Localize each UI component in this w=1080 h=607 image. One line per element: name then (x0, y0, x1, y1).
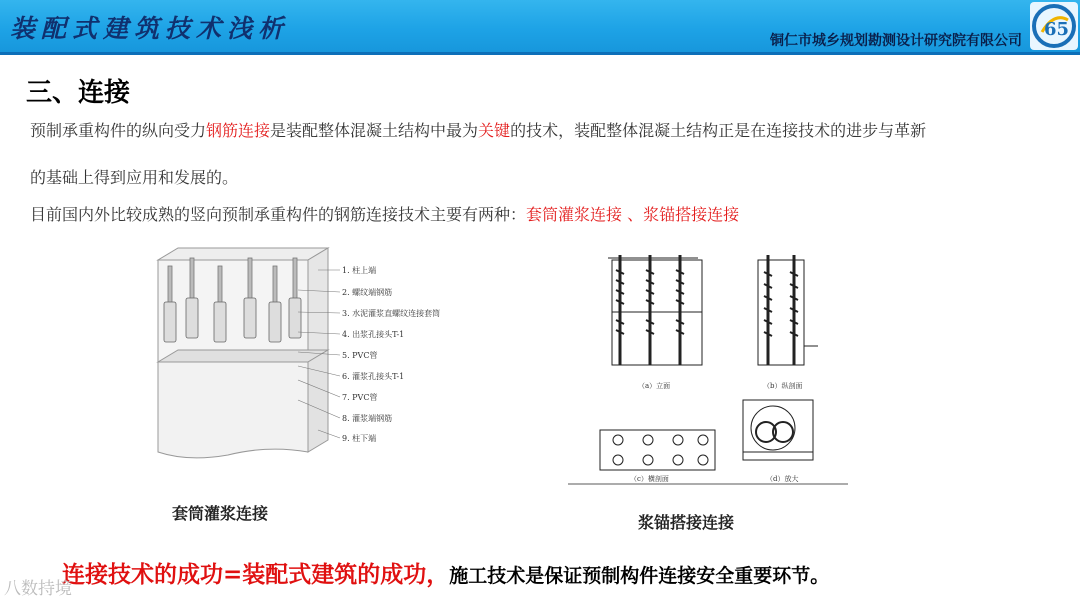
company-name: 铜仁市城乡规划勘测设计研究院有限公司 (770, 33, 1022, 49)
paragraph-1-line-2: 的基础上得到应用和发展的。 (30, 168, 239, 187)
presentation-title: 装配式建筑技术浅析 (10, 14, 290, 43)
paragraph-1: 预制承重构件的纵向受力钢筋连接是装配整体混凝土结构中最为关键的技术，装配整体混凝土结构正是在连接技术的进步与革新 (30, 121, 927, 140)
legend-item: 6. 灌浆孔接头T-1 (342, 372, 405, 381)
sub-caption: （a）立面 (638, 382, 671, 390)
legend-item: 9. 柱下端 (342, 434, 377, 443)
section-title: 三、连接 (26, 78, 131, 108)
legend-item: 2. 螺纹端钢筋 (342, 288, 393, 297)
svg-text:65: 65 (1044, 19, 1070, 40)
caption-sleeve-grouting: 套筒灌浆连接 (172, 504, 269, 523)
sub-caption: （c）横剖面 (630, 475, 669, 483)
sleeve-grouting-figure (148, 240, 448, 465)
caption-grout-anchor: 浆锚搭接连接 (638, 513, 735, 532)
watermark: 八数持境 (4, 579, 72, 599)
sub-caption: （b）纵剖面 (763, 382, 803, 390)
company-logo-icon (1030, 2, 1078, 50)
grout-anchor-figure (568, 250, 858, 490)
legend-item: 1. 柱上端 (342, 266, 377, 275)
legend-item: 8. 灌浆端钢筋 (342, 414, 393, 423)
legend-item: 3. 水泥灌浆直螺纹连接套筒 (342, 309, 441, 318)
legend-item: 5. PVC管 (342, 351, 378, 360)
sub-caption: （d）放大 (766, 475, 799, 483)
summary-line: 连接技术的成功=装配式建筑的成功，施工技术是保证预制构件连接安全重要环节。 (62, 562, 830, 588)
header-divider (0, 52, 1080, 55)
legend-item: 4. 出浆孔接头T-1 (342, 330, 405, 339)
legend-item: 7. PVC管 (342, 393, 378, 402)
paragraph-2: 目前国内外比较成熟的竖向预制承重构件的钢筋连接技术主要有两种：套筒灌浆连接 、浆锚搭接连接 (30, 205, 740, 224)
